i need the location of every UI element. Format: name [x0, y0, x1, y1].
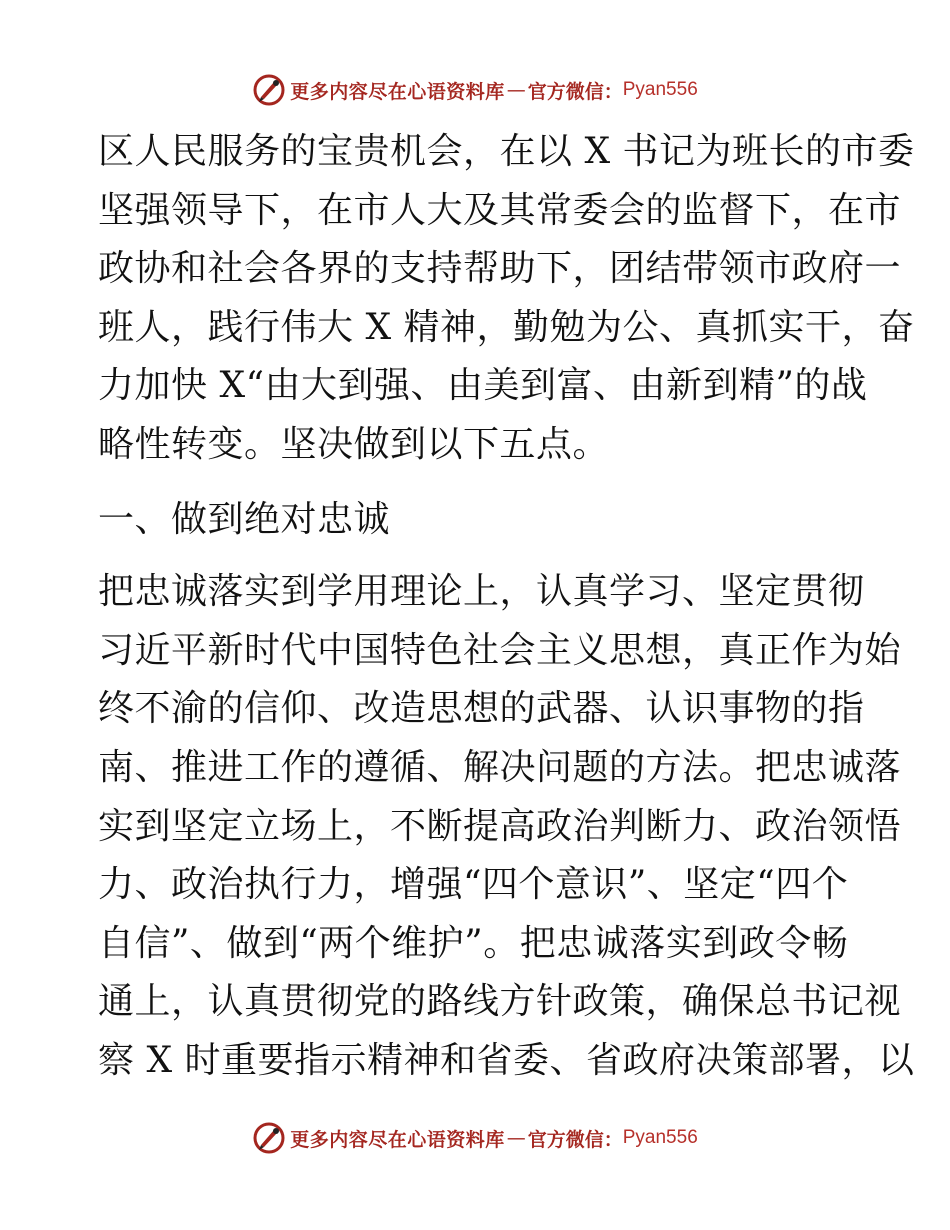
document-body: [98, 123, 915, 1091]
text-line: 终不渝的信仰、改造思想的武器、认识事物的指: [98, 688, 865, 730]
banner-text: 更多内容尽在心语资料库: [290, 1128, 505, 1151]
banner-label: 官方微信：: [527, 80, 623, 103]
text-line: 坚强领导下，在市人大及其常委会的监督下，在市: [98, 189, 902, 231]
text-line: 略性转变。坚决做到以下五点。: [98, 423, 610, 465]
banner-wechat-id: Pyan556: [622, 1127, 698, 1148]
text-line: 自信”、做到“两个维护”。把忠诚落实到政令畅: [98, 922, 849, 964]
banner-wechat-id: Pyan556: [622, 79, 698, 100]
text-line: 区人民服务的宝贵机会，在以 X 书记为班长的市委: [98, 131, 915, 172]
feather-pen-logo-icon: [252, 73, 286, 107]
paragraph-2: [98, 563, 915, 1090]
banner-dash: —: [506, 1127, 526, 1149]
footer-banner: [0, 1118, 950, 1158]
section-heading: 一、做到绝对忠诚: [98, 498, 391, 540]
text-line: 力加快 X“由大到强、由美到富、由新到精”的战: [98, 365, 868, 407]
feather-pen-logo-icon: [252, 1121, 286, 1155]
header-banner: [0, 70, 950, 110]
text-line: 班人，践行伟大 X 精神，勤勉为公、真抓实干，奋: [98, 306, 915, 348]
text-line: 通上，认真贯彻党的路线方针政策，确保总书记视: [98, 981, 902, 1023]
text-line: 南、推进工作的遵循、解决问题的方法。把忠诚落: [98, 746, 902, 788]
text-line: 政协和社会各界的支持帮助下，团结带领市政府一: [98, 248, 902, 290]
text-line: 实到坚定立场上，不断提高政治判断力、政治领悟: [98, 805, 902, 847]
text-line: 习近平新时代中国特色社会主义思想，真正作为始: [98, 629, 902, 671]
banner-dash: —: [506, 79, 526, 101]
text-line: 察 X 时重要指示精神和省委、省政府决策部署，以: [98, 1039, 915, 1081]
paragraph-1: [98, 123, 915, 475]
banner-text: 更多内容尽在心语资料库: [290, 80, 505, 103]
banner-label: 官方微信：: [527, 1128, 623, 1151]
text-line: 把忠诚落实到学用理论上，认真学习、坚定贯彻: [98, 571, 865, 613]
text-line: 力、政治执行力，增强“四个意识”、坚定“四个: [98, 864, 849, 906]
